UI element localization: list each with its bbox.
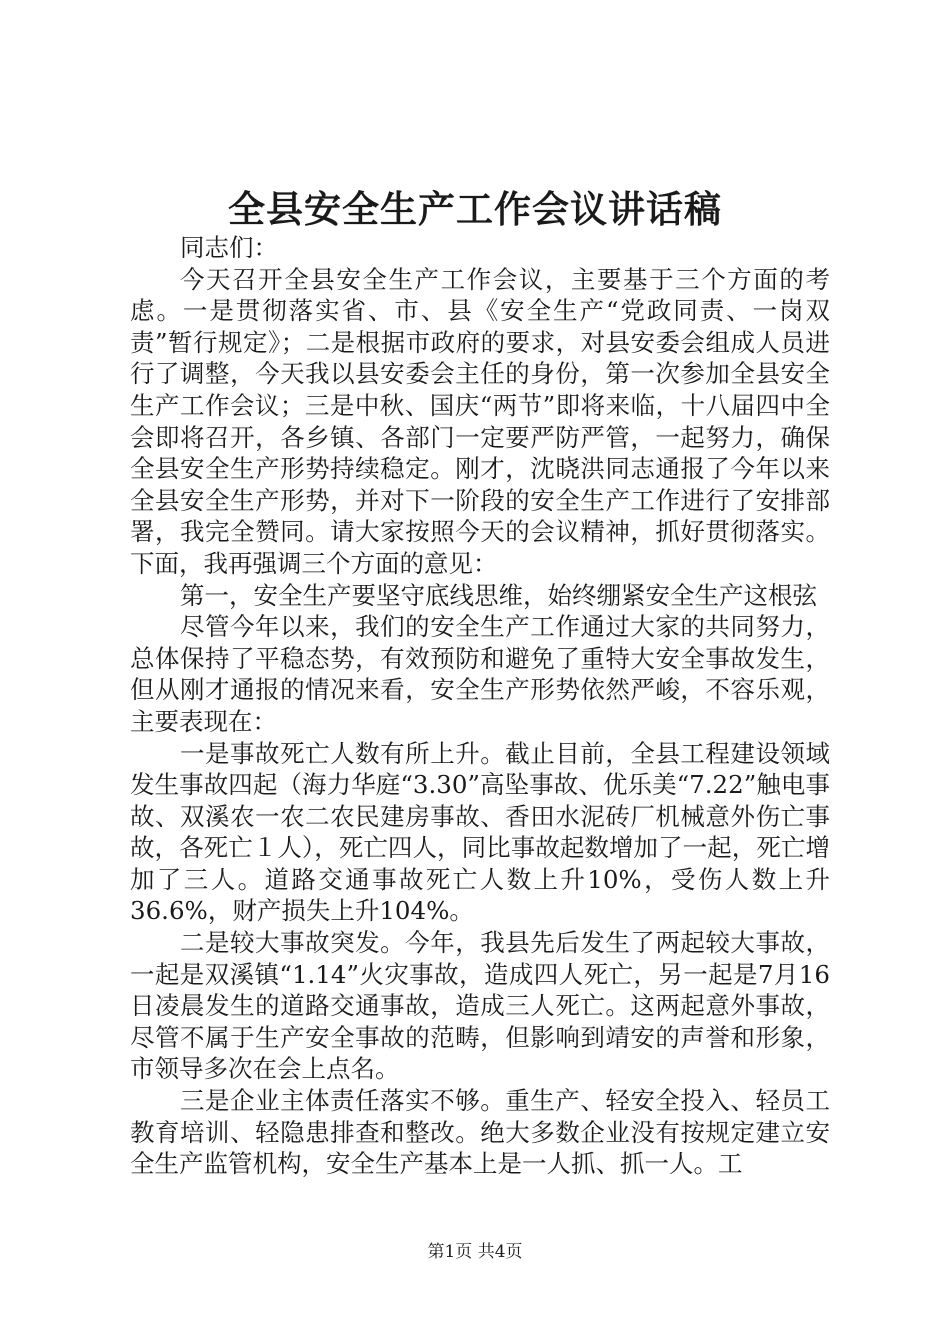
paragraph-situation: 尽管今年以来，我们的安全生产工作通过大家的共同努力，总体保持了平稳态势，有效预防和避免了重特大安全事故发生，但从刚才通报的情况来看，安全生产形势依然严峻，不容乐观，主要表现在： <box>130 612 830 736</box>
salutation: 同志们： <box>180 233 278 262</box>
paragraph-intro: 今天召开全县安全生产工作会议，主要基于三个方面的考虑。一是贯彻落实省、市、县《安全生产“党政同责、一岗双责”暂行规定》；二是根据市政府的要求，对县安委会组成人员进行了调整，今天我以县安委会主任的身份，第一次参加全县安全生产工作会议；三是中秋、国庆“两节”即将来临，十八届四中全会即将召开，各乡镇、各部门一定要严防严管，一起努力，确保全县安全生产形势持续稳定。刚才，沈晓洪同志通报了今年以来全县安全生产形势，并对下一阶段的安全生产工作进行了安排部署，我完全赞同。请大家按照今天的会议精神，抓好贯彻落实。下面，我再强调三个方面的意见： <box>130 264 830 578</box>
paragraph-point-two: 二是较大事故突发。今年，我县先后发生了两起较大事故，一起是双溪镇“1.14”火灾事故，造成四人死亡，另一起是7月16日凌晨发生的道路交通事故，造成三人死亡。这两起意外事故，尽管不属于生产安全事故的范畴，但影响到靖安的声誉和形象，市领导多次在会上点名。 <box>130 928 830 1084</box>
section-heading-first: 第一，安全生产要坚守底线思维，始终绷紧安全生产这根弦 <box>180 580 817 610</box>
paragraph-point-three: 三是企业主体责任落实不够。重生产、轻安全投入、轻员工教育培训、轻隐患排查和整改。绝大多数企业没有按规定建立安全生产监管机构，安全生产基本上是一人抓、抓一人。工 <box>130 1086 830 1179</box>
document-title: 全县安全生产工作会议讲话稿 <box>228 187 722 231</box>
paragraph-point-one: 一是事故死亡人数有所上升。截止目前，全县工程建设领域发生事故四起（海力华庭“3.30”高坠事故、优乐美“7.22”触电事故、双溪农一农二农民建房事故、香田水泥砖厂机械意外伤亡事故，各死亡１人），死亡四人，同比事故起数增加了一起，死亡增加了三人。道路交通事故死亡人数上升10%，受伤人数上升36.6%，财产损失上升104%。 <box>130 738 830 926</box>
document-body <box>130 232 830 1180</box>
page-number-footer: 第1页 共4页 <box>427 1242 523 1262</box>
